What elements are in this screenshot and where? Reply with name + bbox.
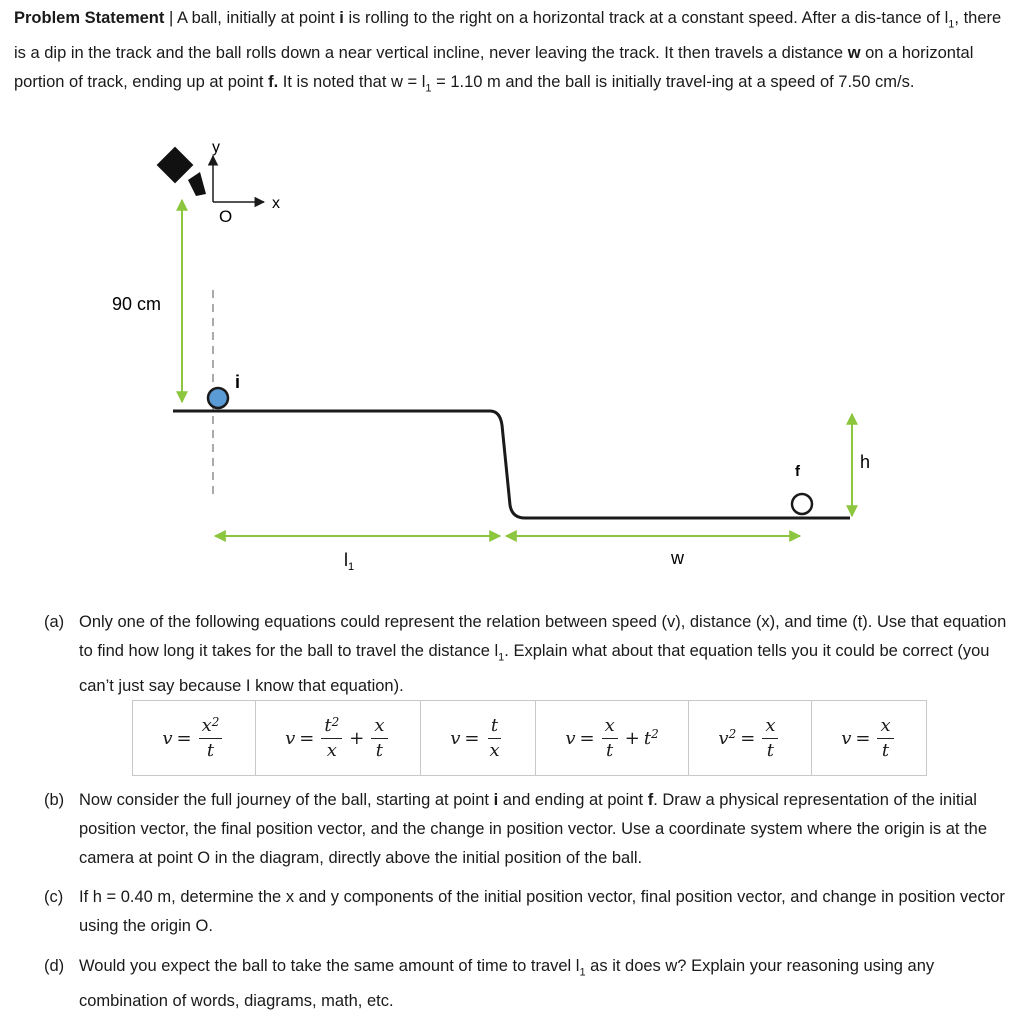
track [173, 411, 850, 518]
part-a-text-2: . Explain what about that equation tells you it could be correct (you can’t just say because I know that equation). [79, 642, 990, 696]
part-b-text-2: and ending at point [498, 791, 648, 809]
h-label: h [860, 452, 871, 472]
track-diagram [0, 130, 1024, 580]
point-f-label: f [795, 463, 800, 480]
problem-statement [14, 4, 1014, 104]
problem-text-5: It is noted that w = l [278, 73, 426, 92]
part-b-text-3: . Draw a physical representation of the initial position vector, the final position vector, and the change in position vector. Use a coordinate system where the origin is at the camera at point O in the diagram, directly above the initial position of the ball. [79, 791, 988, 867]
part-c-text: If h = 0.40 m, determine the x and y components of the initial position vector, final position vector, and change in position vector using the origin O. [79, 888, 1005, 935]
problem-text-2: is rolling to the right on a horizontal track at a constant speed. After a dis-tance of l [343, 9, 949, 27]
part-d-text-1: Would you expect the ball to take the same amount of time to travel l [79, 957, 580, 975]
part-d-sub: 1 [579, 966, 586, 979]
problem-heading: Problem Statement [14, 9, 165, 27]
part-b [44, 786, 1016, 873]
part-b-label: (b) [44, 791, 65, 809]
problem-sub-1: 1 [948, 18, 955, 31]
part-a-label: (a) [44, 613, 65, 631]
ball-initial [208, 388, 228, 408]
problem-separator: | [168, 9, 174, 27]
part-b-point-f: f [647, 791, 654, 809]
part-d [44, 952, 1016, 1016]
part-d-label: (d) [44, 957, 65, 975]
problem-text-4: on a horizontal portion of track, ending up at point [14, 44, 974, 92]
height-90cm-label: 90 cm [112, 294, 162, 314]
problem-point-f: f. [268, 73, 279, 92]
x-axis-label: x [272, 195, 280, 212]
equation-option-4: v = $\frac{x}{t}$ + t $^2$ [536, 701, 689, 775]
problem-point-i: i [339, 9, 344, 27]
part-c-label: (c) [44, 888, 64, 906]
part-b-text-1: Now consider the full journey of the ball, starting at point [79, 791, 494, 809]
y-axis-label: y [212, 139, 220, 156]
problem-sub-2: 1 [425, 82, 432, 95]
part-c [44, 883, 1016, 941]
part-b-point-i: i [493, 791, 499, 809]
problem-text-3: , there is a dip in the track and the ball rolls down a near vertical incline, never leaving the track. It then travels a distance [14, 9, 1002, 63]
problem-text-1: A ball, initially at point [173, 9, 340, 27]
equation-option-3: v = $\frac{t}{x}$ [421, 701, 536, 775]
part-d-text-2: as it does w? Explain your reasoning using any combination of words, diagrams, math, etc. [79, 957, 935, 1011]
origin-label: O [219, 207, 233, 226]
camera-icon [157, 147, 206, 196]
part-a [44, 608, 1016, 701]
equation-option-5: v $^2$ = $\frac{x}{t}$ [689, 701, 812, 775]
equation-option-6: v = $\frac{x}{t}$ [812, 701, 926, 775]
equation-option-2: v = $\frac{t^2}{x}$ + $\frac{x}{t}$ [256, 701, 421, 775]
part-a-sub: 1 [498, 651, 505, 664]
w-label: w [671, 548, 684, 568]
problem-text-6: = 1.10 m and the ball is initially travel-ing at a speed of 7.50 cm/s. [431, 73, 915, 92]
point-i-label: i [235, 372, 241, 392]
equation-option-1: v = $\frac{x^2}{t}$ [133, 701, 256, 775]
equations-table [132, 700, 927, 776]
part-a-text: Only one of the following equations could represent the relation between speed (v), distance (x), and time (t). Use that equation to find how long it takes for the ball to travel the distance l [79, 613, 1007, 660]
ball-final [792, 494, 812, 514]
problem-w: w [847, 44, 861, 63]
l1-label: $l_1$ [344, 550, 355, 573]
